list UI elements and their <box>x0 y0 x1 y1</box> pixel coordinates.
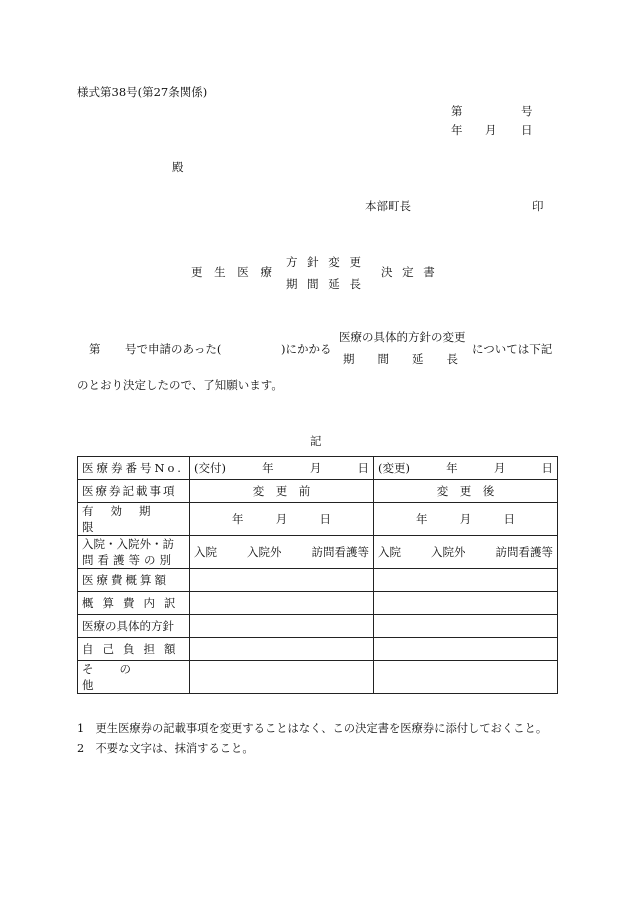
date-day: 日 <box>521 123 533 137</box>
title-left: 更 生 医 療 <box>191 265 272 279</box>
table-row <box>78 457 558 480</box>
table-row <box>78 536 558 569</box>
note-2: 2 不要な文字は、抹消すること。 <box>77 742 254 755</box>
issued-date-cell: (交付) 年 月 日 <box>190 457 374 480</box>
table-row <box>78 638 558 661</box>
label-copayment: 自己負担額 <box>78 638 190 661</box>
title-right: 決 定 書 <box>381 265 435 279</box>
ki-heading: 記 <box>310 434 322 448</box>
decision-table <box>77 456 558 694</box>
body-p1-mid: 号で申請のあった( <box>125 342 222 356</box>
body-stack-upper: 医療の具体的方針の変更 <box>339 330 466 344</box>
before-change: 変 更 前 <box>190 480 374 503</box>
table-row <box>78 661 558 694</box>
label-care-type: 入院・入院外・訪 問看護等の別 <box>78 536 190 569</box>
title-lower: 期 間 延 長 <box>286 277 361 291</box>
label-estimated-cost: 医療費概算額 <box>78 569 190 592</box>
table-row <box>78 592 558 615</box>
table-row <box>78 503 558 536</box>
table-row <box>78 569 558 592</box>
label-other: その他 <box>78 661 190 694</box>
body-stack-lower: 期 間 延 長 <box>343 352 458 366</box>
valid-date-before: 年 月 日 <box>190 503 374 536</box>
body-p1-end: については下記 <box>472 342 553 356</box>
changed-date-cell: (変更) 年 月 日 <box>374 457 558 480</box>
label-valid-period: 有効期限 <box>78 503 190 536</box>
label-ticket-items: 医療券記載事項 <box>78 480 190 503</box>
body-p2: のとおり決定したので、了知願います。 <box>77 378 283 392</box>
addressee-suffix: 殿 <box>172 160 184 174</box>
table-row <box>78 615 558 638</box>
seal-mark: 印 <box>532 199 544 213</box>
form-number: 様式第38号(第27条関係) <box>77 85 208 99</box>
label-care-policy: 医療の具体的方針 <box>78 615 190 638</box>
title-upper: 方 針 変 更 <box>286 255 361 269</box>
label-ticket-number: 医療券番号No. <box>78 457 190 480</box>
care-type-after: 入院 入院外 訪問看護等 <box>374 536 558 569</box>
table-row <box>78 480 558 503</box>
doc-number-suffix: 号 <box>521 104 533 118</box>
issuer-name: 本部町長 <box>365 199 411 213</box>
date-year: 年 <box>451 123 463 137</box>
care-type-before: 入院 入院外 訪問看護等 <box>190 536 374 569</box>
after-change: 変 更 後 <box>374 480 558 503</box>
doc-number-prefix: 第 <box>451 104 463 118</box>
valid-date-after: 年 月 日 <box>374 503 558 536</box>
date-month: 月 <box>485 123 497 137</box>
body-p1-close: )にかかる <box>281 342 332 356</box>
label-cost-breakdown: 概算費内訳 <box>78 592 190 615</box>
body-p1-start: 第 <box>89 342 101 356</box>
note-1: 1 更生医療券の記載事項を変更することはなく、この決定書を医療券に添付しておくこと。 <box>77 722 548 735</box>
